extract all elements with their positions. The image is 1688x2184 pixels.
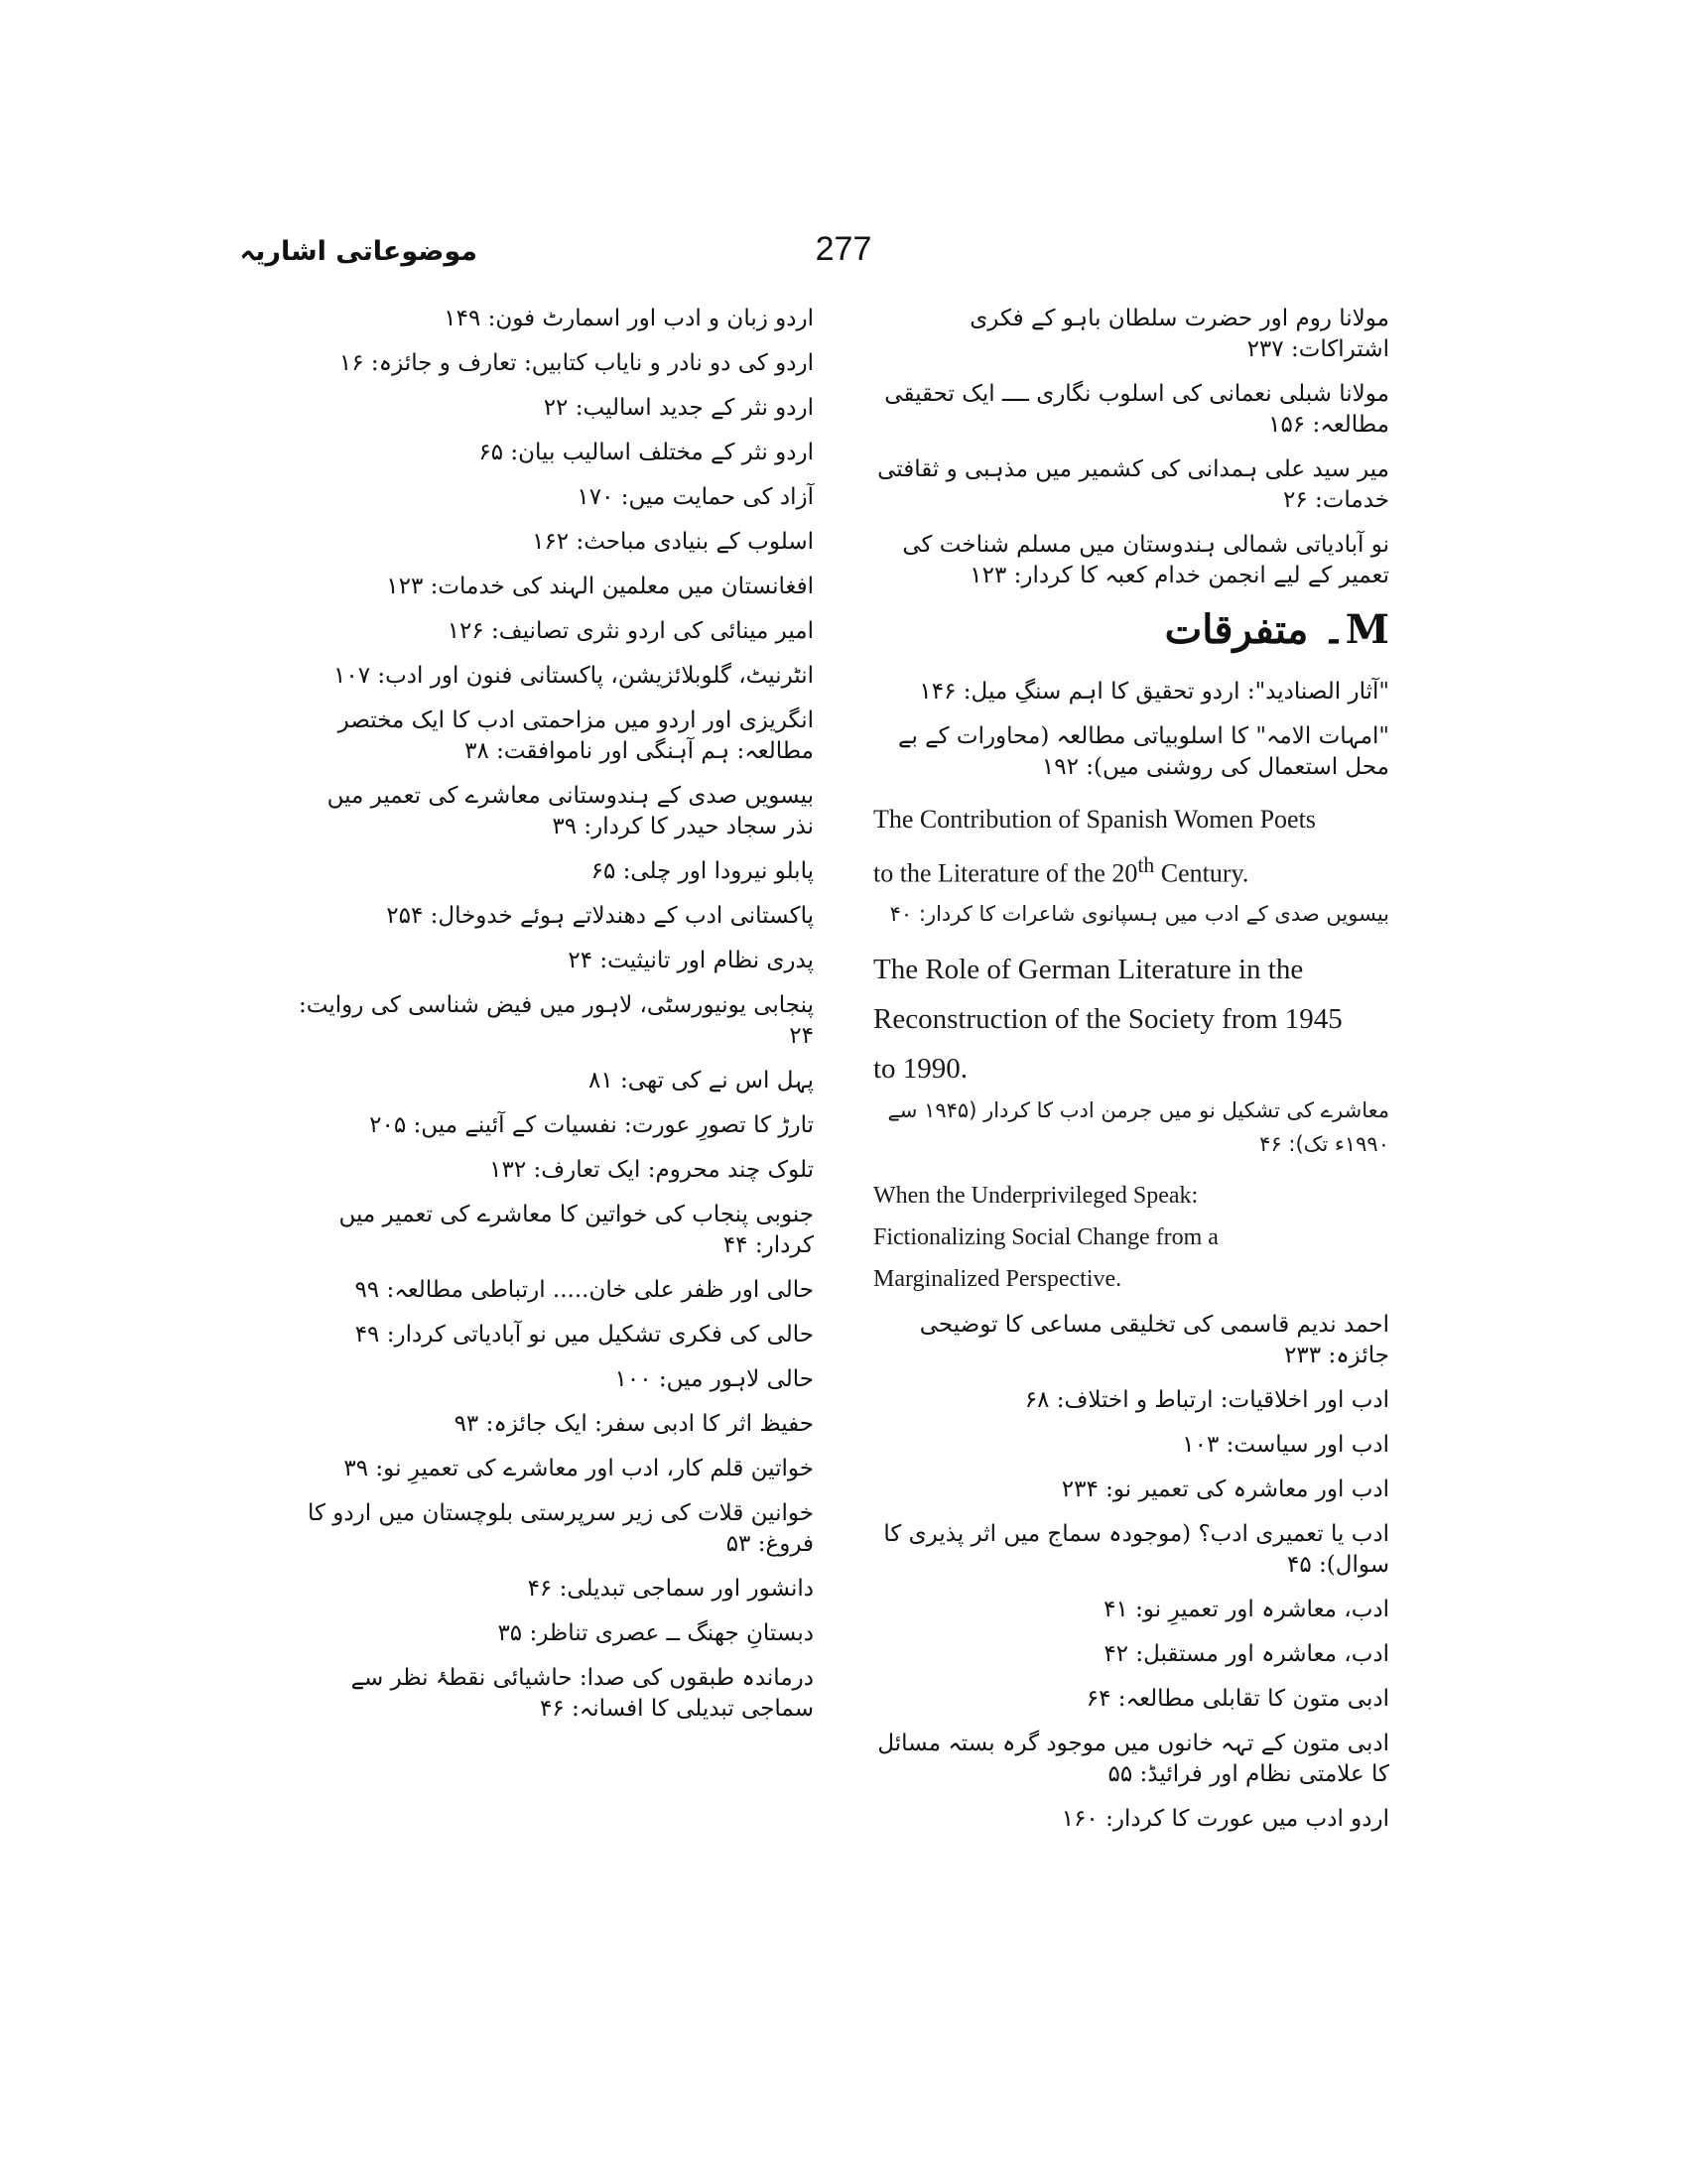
index-entry: اردو نثر کے جدید اسالیب: ۲۲ <box>543 395 814 421</box>
left-column <box>298 304 814 1738</box>
english-entry-spanish-poets <box>873 797 1389 931</box>
english-line: Marginalized Perspective. <box>873 1265 1122 1292</box>
index-entry: تارڑ کا تصورِ عورت: نفسیات کے آئینے میں: ۲۰۵ <box>369 1112 814 1138</box>
english-line <box>873 842 1389 897</box>
index-entry: اردو نثر کے مختلف اسالیب بیان: ۶۵ <box>478 440 814 465</box>
index-entry: حالی کی فکری تشکیل میں نو آبادیاتی کردار: ۴۹ <box>354 1322 814 1348</box>
entry-list-top <box>873 304 1389 591</box>
running-title: موضوعاتی اشاریہ <box>239 236 477 267</box>
index-entry: انگریزی اور اردو میں مزاحمتی ادب کا ایک مختصر مطالعہ: ہم آہنگی اور ناموافقت: ۳۸ <box>337 707 814 764</box>
index-entry: ادب، معاشرہ اور مستقبل: ۴۲ <box>1104 1640 1389 1667</box>
index-entry: ادب اور سیاست: ۱۰۳ <box>1182 1431 1389 1458</box>
index-entry: مولانا شبلی نعمانی کی اسلوب نگاری ــــ ایک تحقیقی مطالعہ: ۱۵۶ <box>884 381 1389 438</box>
page-header <box>0 230 1688 296</box>
index-entry: آزاد کی حمایت میں: ۱۷۰ <box>577 484 814 510</box>
index-entry: دانشور اور سماجی تبدیلی: ۴۶ <box>527 1576 814 1602</box>
index-entry: پنجابی یونیورسٹی، لاہور میں فیض شناسی کی روایت: ۲۴ <box>299 992 814 1049</box>
index-entry: افغانستان میں معلمین الہند کی خدمات: ۱۲۳ <box>386 574 814 599</box>
section-heading: M۔ متفرقات <box>1164 606 1389 653</box>
index-entry: امیر مینائی کی اردو نثری تصانیف: ۱۲۶ <box>447 618 814 644</box>
index-entry: دبستانِ جھنگ ــ عصری تناظر: ۳۵ <box>497 1620 814 1646</box>
index-entry: تلوک چند محروم: ایک تعارف: ۱۳۲ <box>489 1157 814 1183</box>
index-entry: پہل اس نے کی تھی: ۸۱ <box>588 1068 814 1093</box>
english-line: The Role of German Literature in the <box>873 953 1304 985</box>
index-entry: انٹرنیٹ، گلوبلائزیشن، پاکستانی فنون اور ادب: ۱۰۷ <box>333 663 814 689</box>
index-entry: اردو کی دو نادر و نایاب کتابیں: تعارف و جائزہ: ۱۶ <box>338 350 814 376</box>
index-entry: ادب اور اخلاقیات: ارتباط و اختلاف: ۶۸ <box>1024 1386 1389 1413</box>
index-entry: اردو زبان و ادب اور اسمارٹ فون: ۱۴۹ <box>444 306 814 331</box>
index-entry: ادبی متون کا تقابلی مطالعہ: ۶۴ <box>1086 1685 1389 1712</box>
index-entry: احمد ندیم قاسمی کی تخلیقی مساعی کا توضیحی جائزہ: ۲۳۳ <box>919 1311 1389 1368</box>
index-entry: میر سید علی ہمدانی کی کشمیر میں مذہبی و ثقافتی خدمات: ۲۶ <box>877 456 1389 513</box>
english-text: Century. <box>1154 858 1249 888</box>
index-entry: جنوبی پنجاب کی خواتین کا معاشرے کی تعمیر میں کردار: ۴۴ <box>338 1202 814 1258</box>
index-entry: پابلو نیرودا اور چلی: ۶۵ <box>590 858 814 884</box>
english-line: Reconstruction of the Society from 1945 <box>873 1002 1343 1035</box>
english-entry-german-literature <box>873 945 1389 1161</box>
index-entry: خواتین قلم کار، ادب اور معاشرے کی تعمیرِ نو: ۳۹ <box>343 1456 814 1481</box>
english-line: to 1990. <box>873 1052 969 1085</box>
index-entry: خوانین قلات کی زیر سرپرستی بلوچستان میں اردو کا فروغ: ۵۳ <box>308 1500 814 1557</box>
index-entry: ادب، معاشرہ اور تعمیرِ نو: ۴۱ <box>1104 1596 1389 1622</box>
index-entry: اسلوب کے بنیادی مباحث: ۱۶۲ <box>532 529 814 555</box>
index-entry: اردو ادب میں عورت کا کردار: ۱۶۰ <box>1061 1805 1389 1832</box>
english-line: The Contribution of Spanish Women Poets <box>873 805 1316 834</box>
index-entry: ادب یا تعمیری ادب؟ (موجودہ سماج میں اثر پذیری کا سوال): ۴۵ <box>883 1520 1389 1578</box>
index-entry: نو آبادیاتی شمالی ہندوستان میں مسلم شناخت کی تعمیر کے لیے انجمن خدام کعبہ کا کردار: ۱۲۳ <box>902 532 1389 588</box>
index-entry: حالی لاہور میں: ۱۰۰ <box>614 1366 814 1392</box>
index-entry: پدری نظام اور تانیثیت: ۲۴ <box>568 948 814 973</box>
index-entry: "آثار الصنادید": اردو تحقیق کا اہم سنگِ میل: ۱۴۶ <box>919 679 1389 705</box>
index-entry: مولانا روم اور حضرت سلطان باہو کے فکری اشتراکات: ۲۳۷ <box>970 306 1389 362</box>
urdu-translation: معاشرے کی تشکیل نو میں جرمن ادب کا کردار (۱۹۴۵ سے ۱۹۹۰ء تک): ۴۶ <box>887 1097 1389 1156</box>
english-line: When the Underprivileged Speak: <box>873 1182 1199 1209</box>
index-entry: درماندہ طبقوں کی صدا: حاشیائی نقطۂ نظر سے سماجی تبدیلی کا افسانہ: ۴۶ <box>350 1665 814 1722</box>
page-number: 277 <box>815 230 872 268</box>
index-entry: ادب اور معاشرہ کی تعمیر نو: ۲۳۴ <box>1061 1476 1389 1502</box>
index-entry: حالی اور ظفر علی خان..... ارتباطی مطالعہ: ۹۹ <box>354 1277 814 1303</box>
entry-list-bottom <box>873 1310 1389 1835</box>
index-entry: ادبی متون کے تہہ خانوں میں موجود گرہ بستہ مسائل کا علامتی نظام اور فرائیڈ: ۵۵ <box>877 1730 1389 1787</box>
superscript: th <box>1137 853 1155 877</box>
right-column <box>873 304 1389 1849</box>
english-text: to the Literature of the 20 <box>873 858 1138 888</box>
index-entry: حفیظ اثر کا ادبی سفر: ایک جائزہ: ۹۳ <box>454 1411 814 1437</box>
index-entry: پاکستانی ادب کے دھندلاتے ہوئے خدوخال: ۲۵۴ <box>386 903 814 929</box>
index-entry: بیسویں صدی کے ہندوستانی معاشرے کی تعمیر میں نذر سجاد حیدر کا کردار: ۳۹ <box>326 783 814 839</box>
english-entry-underprivileged <box>873 1175 1389 1300</box>
english-line: Fictionalizing Social Change from a <box>873 1223 1219 1250</box>
index-entry: "امہات الامہ" کا اسلوبیاتی مطالعہ (محاورات کے بے محل استعمال کی روشنی میں): ۱۹۲ <box>897 723 1389 780</box>
urdu-translation: بیسویں صدی کے ادب میں ہسپانوی شاعرات کا کردار: ۴۰ <box>889 901 1389 926</box>
